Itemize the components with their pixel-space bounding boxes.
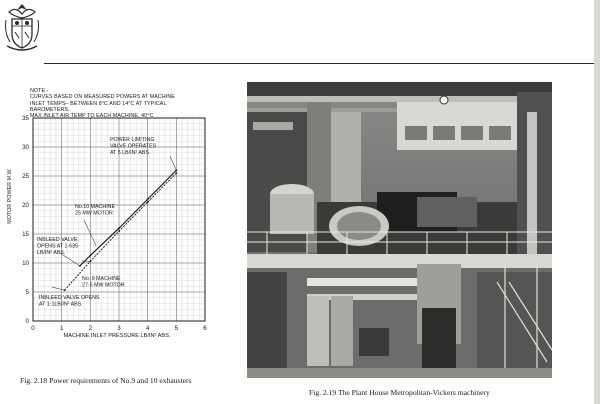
- note-line-4: MAX INLET AIR TEMP TO EACH MACHINE, 40°C: [30, 113, 154, 120]
- annotation-leader: [52, 287, 65, 290]
- note-line-2: INLET TEMPS– BETWEEN 8°C AND 14°C AT TYPICAL: [30, 100, 167, 107]
- data-point: [118, 227, 120, 229]
- x-tick-label: 1: [59, 325, 64, 332]
- annotation-label: VALVE OPERATES: [110, 143, 157, 150]
- note-heading: NOTE:-: [30, 88, 49, 94]
- data-point: [147, 198, 149, 200]
- y-tick-label: 30: [22, 144, 29, 151]
- x-tick-label: 6: [203, 325, 207, 332]
- annotation-label: 25 MW MOTOR: [75, 210, 113, 217]
- annotation-label: No. 9 MACHINE: [82, 276, 121, 282]
- x-tick-label: 0: [31, 325, 35, 332]
- annotation-leader: [84, 220, 96, 246]
- annotation-label: 27·5 MW MOTOR: [82, 282, 125, 289]
- note-line-3: BAROMETERS.: [30, 106, 70, 113]
- annotation-label: INBLEED VALVE OPENS: [39, 295, 100, 301]
- y-tick-label: 20: [22, 202, 29, 209]
- y-tick-label: 0: [25, 318, 29, 325]
- y-tick-label: 25: [22, 173, 29, 180]
- figure-2-19-caption: Fig. 2.19 The Plant House Metropolitan-Vickers machinery: [309, 388, 490, 397]
- y-axis-label: MOTOR POWER M.W.: [7, 168, 13, 224]
- y-tick-label: 5: [25, 289, 29, 296]
- power-requirements-chart: [0, 66, 240, 366]
- y-tick-label: 10: [22, 260, 29, 267]
- annotation-label: INBLEED VALVE: [37, 237, 78, 243]
- data-point: [118, 230, 120, 232]
- x-tick-label: 5: [174, 325, 179, 332]
- note-line-1: CURVES BASED ON MEASURED POWERS AT MACHINE: [30, 94, 175, 101]
- data-point: [147, 201, 149, 203]
- heraldic-crest-logo: [4, 2, 40, 56]
- x-tick-label: 2: [88, 325, 93, 332]
- series-line-no9: [65, 173, 177, 290]
- data-point: [175, 169, 177, 171]
- annotation-label: No.10 MACHINE: [75, 204, 116, 210]
- x-tick-label: 4: [145, 325, 150, 332]
- annotation-label: AT 5 LB/IN² ABS.: [110, 149, 151, 156]
- plant-house-machinery-photo: [247, 82, 552, 378]
- x-tick-label: 3: [117, 325, 121, 332]
- data-point: [89, 255, 91, 257]
- chart-annotations: [37, 137, 176, 307]
- annotation-label: LB/IN² ABS.: [37, 249, 66, 256]
- header-rule: [44, 63, 600, 64]
- annotation-leader: [60, 253, 80, 266]
- data-point: [175, 172, 177, 174]
- x-axis-label: MACHINE INLET PRESSURE LB/IN² ABS.: [63, 333, 171, 339]
- annotation-label: AT 1·1LB/IN² ABS.: [39, 301, 83, 308]
- annotation-label: OPENS AT 1·635: [37, 243, 79, 250]
- figure-2-18-caption: Fig. 2.18 Power requirements of No.9 and 10 exhausters: [20, 376, 192, 385]
- annotation-label: POWER LIMITING: [110, 137, 155, 143]
- series-line-no10: [80, 170, 176, 266]
- y-tick-label: 15: [22, 231, 29, 238]
- page-edge: [594, 0, 600, 404]
- annotation-leader: [170, 156, 176, 170]
- y-tick-label: 35: [22, 115, 29, 122]
